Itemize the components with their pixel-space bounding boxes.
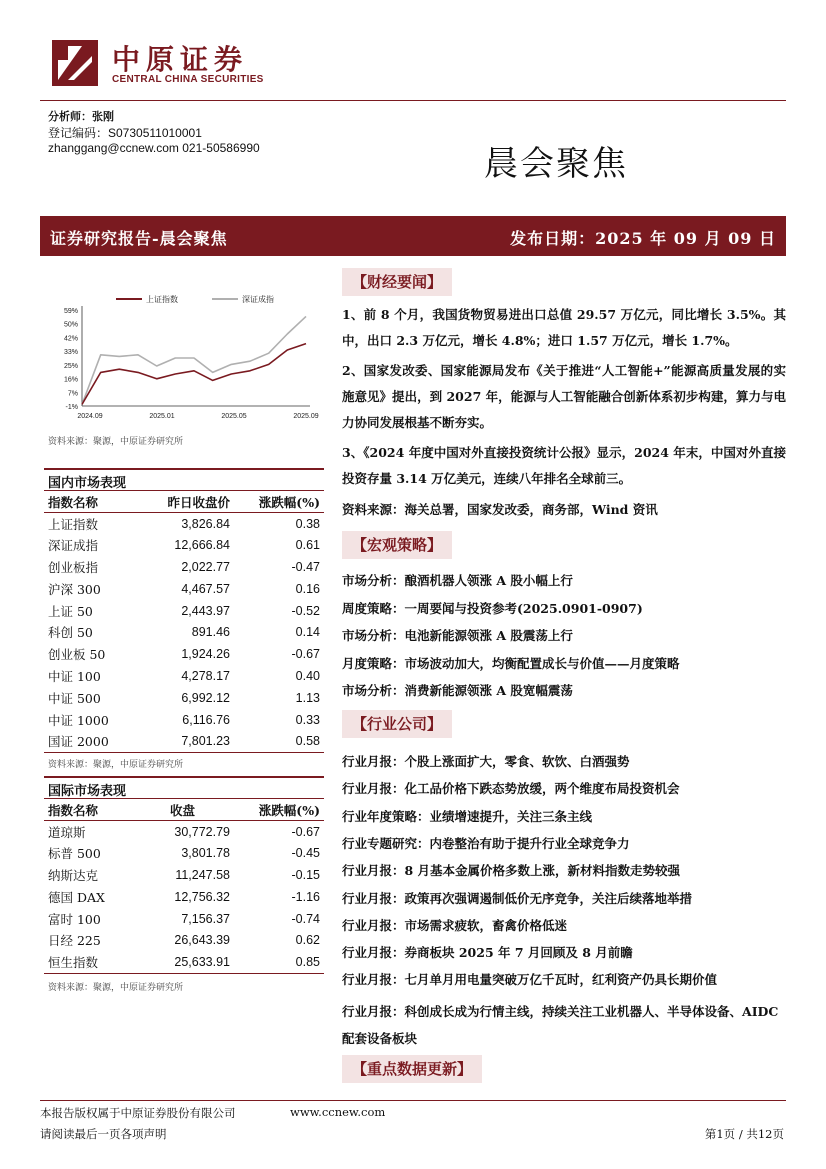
report-list-item[interactable]: 周度策略：一周要闻与投资参考(2025.0901-0907) (342, 600, 643, 616)
report-list-item[interactable]: 行业月报：市场需求疲软，畜禽价格低迷 (342, 917, 568, 933)
report-list-item[interactable]: 月度策略：市场波动加大，均衡配置成长与价值——月度策略 (342, 655, 680, 671)
y-tick-label: 50% (63, 321, 78, 329)
x-tick-label: 2025.09 (293, 413, 319, 420)
column-header: 收盘 (142, 799, 234, 821)
legend-label: 上证指数 (146, 295, 178, 304)
logo-english-text: CENTRAL CHINA SECURITIES (112, 74, 264, 85)
index-name-cell: 中证 100 (48, 668, 101, 684)
report-banner (40, 216, 786, 256)
y-tick-label: 42% (63, 335, 78, 343)
y-tick-label: 25% (63, 362, 78, 370)
international-market-table (44, 798, 324, 974)
analyst-contact: zhanggang@ccnew.com 021-50586990 (48, 141, 260, 155)
close-price-cell: 12,666.84 (174, 538, 230, 553)
close-price-cell: 11,247.58 (175, 867, 230, 882)
report-list-item[interactable]: 行业专题研究：内卷整治有助于提升行业全球竞争力 (342, 835, 630, 851)
report-list-item[interactable]: 行业月报：化工品价格下跌态势放缓，两个维度布局投资机会 (342, 781, 680, 797)
table-row (44, 730, 324, 752)
report-title: 晨会聚焦 (484, 144, 628, 184)
footer-copyright: 本报告版权属于中原证券股份有限公司 (40, 1106, 236, 1120)
chart-source: 资料来源：聚源，中原证券研究所 (48, 437, 184, 447)
change-pct-cell: 0.40 (295, 668, 320, 683)
x-tick-label: 2024.09 (77, 413, 103, 420)
table-row (44, 842, 324, 864)
table-row (44, 929, 324, 951)
index-name-cell: 标普 500 (48, 846, 101, 862)
report-list-item[interactable]: 市场分析：酿酒机器人领涨 A 股小幅上行 (342, 573, 573, 588)
column-header: 涨跌幅(%) (234, 491, 324, 513)
index-name-cell: 上证指数 (48, 516, 99, 532)
index-name-cell: 深证成指 (48, 538, 99, 554)
column-header: 涨跌幅(%) (234, 799, 324, 821)
footer-disclaimer: 请阅读最后一页各项声明 (40, 1127, 167, 1141)
y-tick-label: 33% (63, 349, 78, 357)
index-name-cell: 道琼斯 (48, 824, 86, 840)
table-row (44, 864, 324, 886)
close-price-cell: 4,278.17 (181, 668, 230, 683)
index-performance-chart (44, 288, 324, 428)
index-name-cell: 中证 1000 (48, 712, 109, 728)
close-price-cell: 6,116.76 (182, 712, 230, 727)
news-source: 资料来源：海关总署，国家发改委，商务部，Wind 资讯 (342, 502, 658, 517)
x-tick-label: 2025.01 (149, 413, 175, 420)
index-name-cell: 创业板 50 (48, 647, 106, 663)
column-header: 昨日收盘价 (142, 491, 234, 513)
series-line-shenzhen (82, 316, 306, 404)
index-name-cell: 德国 DAX (48, 889, 105, 905)
table-row (44, 578, 324, 600)
footer-website-link[interactable]: www.ccnew.com (290, 1105, 386, 1119)
analyst-name: 分析师：张刚 (48, 110, 114, 123)
close-price-cell: 7,156.37 (181, 911, 230, 926)
index-name-cell: 日经 225 (48, 933, 101, 949)
registration-code: 登记编码：S0730511010001 (48, 126, 202, 140)
change-pct-cell: -0.15 (291, 867, 320, 882)
news-item: 3、《2024 年度中国对外直接投资统计公报》显示，2024 年末，中国对外直接投资存量 3.14 万亿美元，连续八年排名全球前三。 (342, 445, 786, 486)
index-name-cell: 富时 100 (48, 911, 101, 927)
change-pct-cell: -1.16 (291, 889, 320, 904)
banner-publish-date: 发布日期：2025 年 09 月 09 日 (510, 229, 776, 248)
close-price-cell: 3,801.78 (181, 846, 230, 861)
close-price-cell: 7,801.23 (142, 730, 234, 752)
index-name-cell: 纳斯达克 (48, 867, 99, 883)
close-price-cell: 26,643.39 (174, 933, 230, 948)
company-logo-icon (52, 40, 98, 86)
table-row (44, 687, 324, 709)
y-tick-label: 59% (63, 308, 78, 315)
legend-label: 深证成指 (242, 295, 274, 304)
report-list-item[interactable]: 市场分析：消费新能源领涨 A 股宽幅震荡 (342, 683, 573, 698)
change-pct-cell: -0.67 (291, 824, 320, 839)
table-row (44, 621, 324, 643)
close-price-cell: 30,772.79 (174, 824, 230, 839)
y-tick-label: -1% (65, 404, 78, 411)
news-item: 2、国家发改委、国家能源局发布《关于推进“人工智能+”能源高质量发展的实施意见》提出，到 2027 年，能源与人工智能融合创新体系初步构建，算力与电力协同发展根基不断夯实。 (342, 363, 786, 430)
change-pct-cell: 1.13 (295, 690, 320, 705)
table-row (44, 709, 324, 731)
index-name-cell: 创业板指 (48, 559, 99, 575)
index-name-cell: 国证 2000 (44, 730, 142, 752)
change-pct-cell: -0.47 (291, 559, 320, 574)
section-heading-macro-strategy: 【宏观策略】 (342, 531, 452, 559)
table-header-row (44, 799, 324, 821)
close-price-cell: 12,756.32 (174, 889, 230, 904)
close-price-cell: 6,992.12 (181, 690, 230, 705)
series-line-shanghai (82, 344, 306, 405)
report-list-item[interactable]: 行业月报：8 月基本金属价格多数上涨，新材料指数走势较强 (342, 863, 681, 879)
change-pct-cell: 0.38 (295, 516, 320, 531)
index-name-cell: 科创 50 (48, 625, 93, 641)
section-heading-key-data: 【重点数据更新】 (342, 1055, 482, 1083)
logo-chinese-text: 中原证券 (112, 43, 249, 76)
page-number: 第1页 / 共12页 (704, 1127, 784, 1141)
international-table-source: 资料来源：聚源，中原证券研究所 (48, 983, 184, 993)
close-price-cell: 2,022.77 (181, 559, 230, 574)
report-list-item[interactable]: 行业月报：政策再次强调遏制低价无序竞争，关注后续落地举措 (342, 890, 693, 906)
change-pct-cell: -0.74 (291, 911, 320, 926)
change-pct-cell: 0.62 (295, 933, 320, 948)
table-row (44, 556, 324, 578)
report-list-item[interactable]: 行业年度策略：业绩增速提升，关注三条主线 (342, 808, 593, 824)
table-row (44, 908, 324, 930)
change-pct-cell: 0.33 (295, 712, 320, 727)
close-price-cell: 3,826.84 (181, 516, 230, 531)
close-price-cell: 1,924.26 (181, 647, 230, 662)
close-price-cell: 25,633.91 (142, 951, 234, 973)
change-pct-cell: 0.85 (234, 951, 324, 973)
index-name-cell: 上证 50 (48, 603, 93, 619)
section-heading-industry-company: 【行业公司】 (342, 710, 452, 738)
section-heading-finance-news: 【财经要闻】 (342, 268, 452, 296)
report-list-item[interactable]: 行业月报：券商板块 2025 年 7 月回顾及 8 月前瞻 (342, 945, 633, 961)
domestic-market-table (44, 490, 324, 753)
index-name-cell: 恒生指数 (44, 951, 142, 973)
column-header: 指数名称 (44, 799, 142, 821)
table-header-row (44, 491, 324, 513)
change-pct-cell: 0.14 (295, 625, 320, 640)
index-name-cell: 中证 500 (48, 690, 101, 706)
table-row (44, 665, 324, 687)
table-row (44, 951, 324, 973)
x-tick-label: 2025.05 (221, 413, 247, 420)
change-pct-cell: 0.16 (295, 581, 320, 596)
report-list-item[interactable]: 市场分析：电池新能源领涨 A 股震荡上行 (342, 628, 573, 643)
footer-divider (40, 1100, 786, 1101)
change-pct-cell: -0.52 (291, 603, 320, 618)
column-header: 指数名称 (44, 491, 142, 513)
close-price-cell: 2,443.97 (181, 603, 230, 618)
report-list-item[interactable]: 行业月报：七月单月用电量突破万亿千瓦时，红利资产仍具长期价值 (342, 972, 718, 988)
close-price-cell: 891.46 (191, 625, 230, 640)
change-pct-cell: -0.45 (291, 846, 320, 861)
table-row (44, 821, 324, 843)
index-name-cell: 沪深 300 (48, 581, 101, 597)
domestic-market-title: 国内市场表现 (44, 468, 324, 488)
change-pct-cell: -0.67 (291, 647, 320, 662)
report-list-item[interactable]: 行业月报：科创成长成为行情主线，持续关注工业机器人、半导体设备、AIDC 配套设备板块 (342, 1003, 779, 1046)
international-market-title: 国际市场表现 (44, 776, 324, 796)
y-tick-label: 16% (63, 376, 78, 384)
report-list-item[interactable]: 行业月报：个股上涨面扩大，零食、软饮、白酒强势 (342, 754, 630, 769)
table-row (44, 886, 324, 908)
table-row (44, 513, 324, 535)
close-price-cell: 4,467.57 (181, 581, 230, 596)
banner-report-type: 证券研究报告-晨会聚焦 (50, 229, 228, 248)
table-row (44, 643, 324, 665)
news-item: 1、前 8 个月，我国货物贸易进出口总值 29.57 万亿元，同比增长 3.5%。其中，出口 2.3 万亿元，增长 4.8%；进口 1.57 万亿元，增长 1.7%。 (342, 307, 786, 348)
table-row (44, 534, 324, 556)
change-pct-cell: 0.58 (234, 730, 324, 752)
change-pct-cell: 0.61 (295, 538, 320, 553)
header-divider (40, 100, 786, 101)
y-tick-label: 7% (67, 390, 78, 398)
table-row (44, 600, 324, 622)
domestic-table-source: 资料来源：聚源，中原证券研究所 (48, 760, 184, 770)
